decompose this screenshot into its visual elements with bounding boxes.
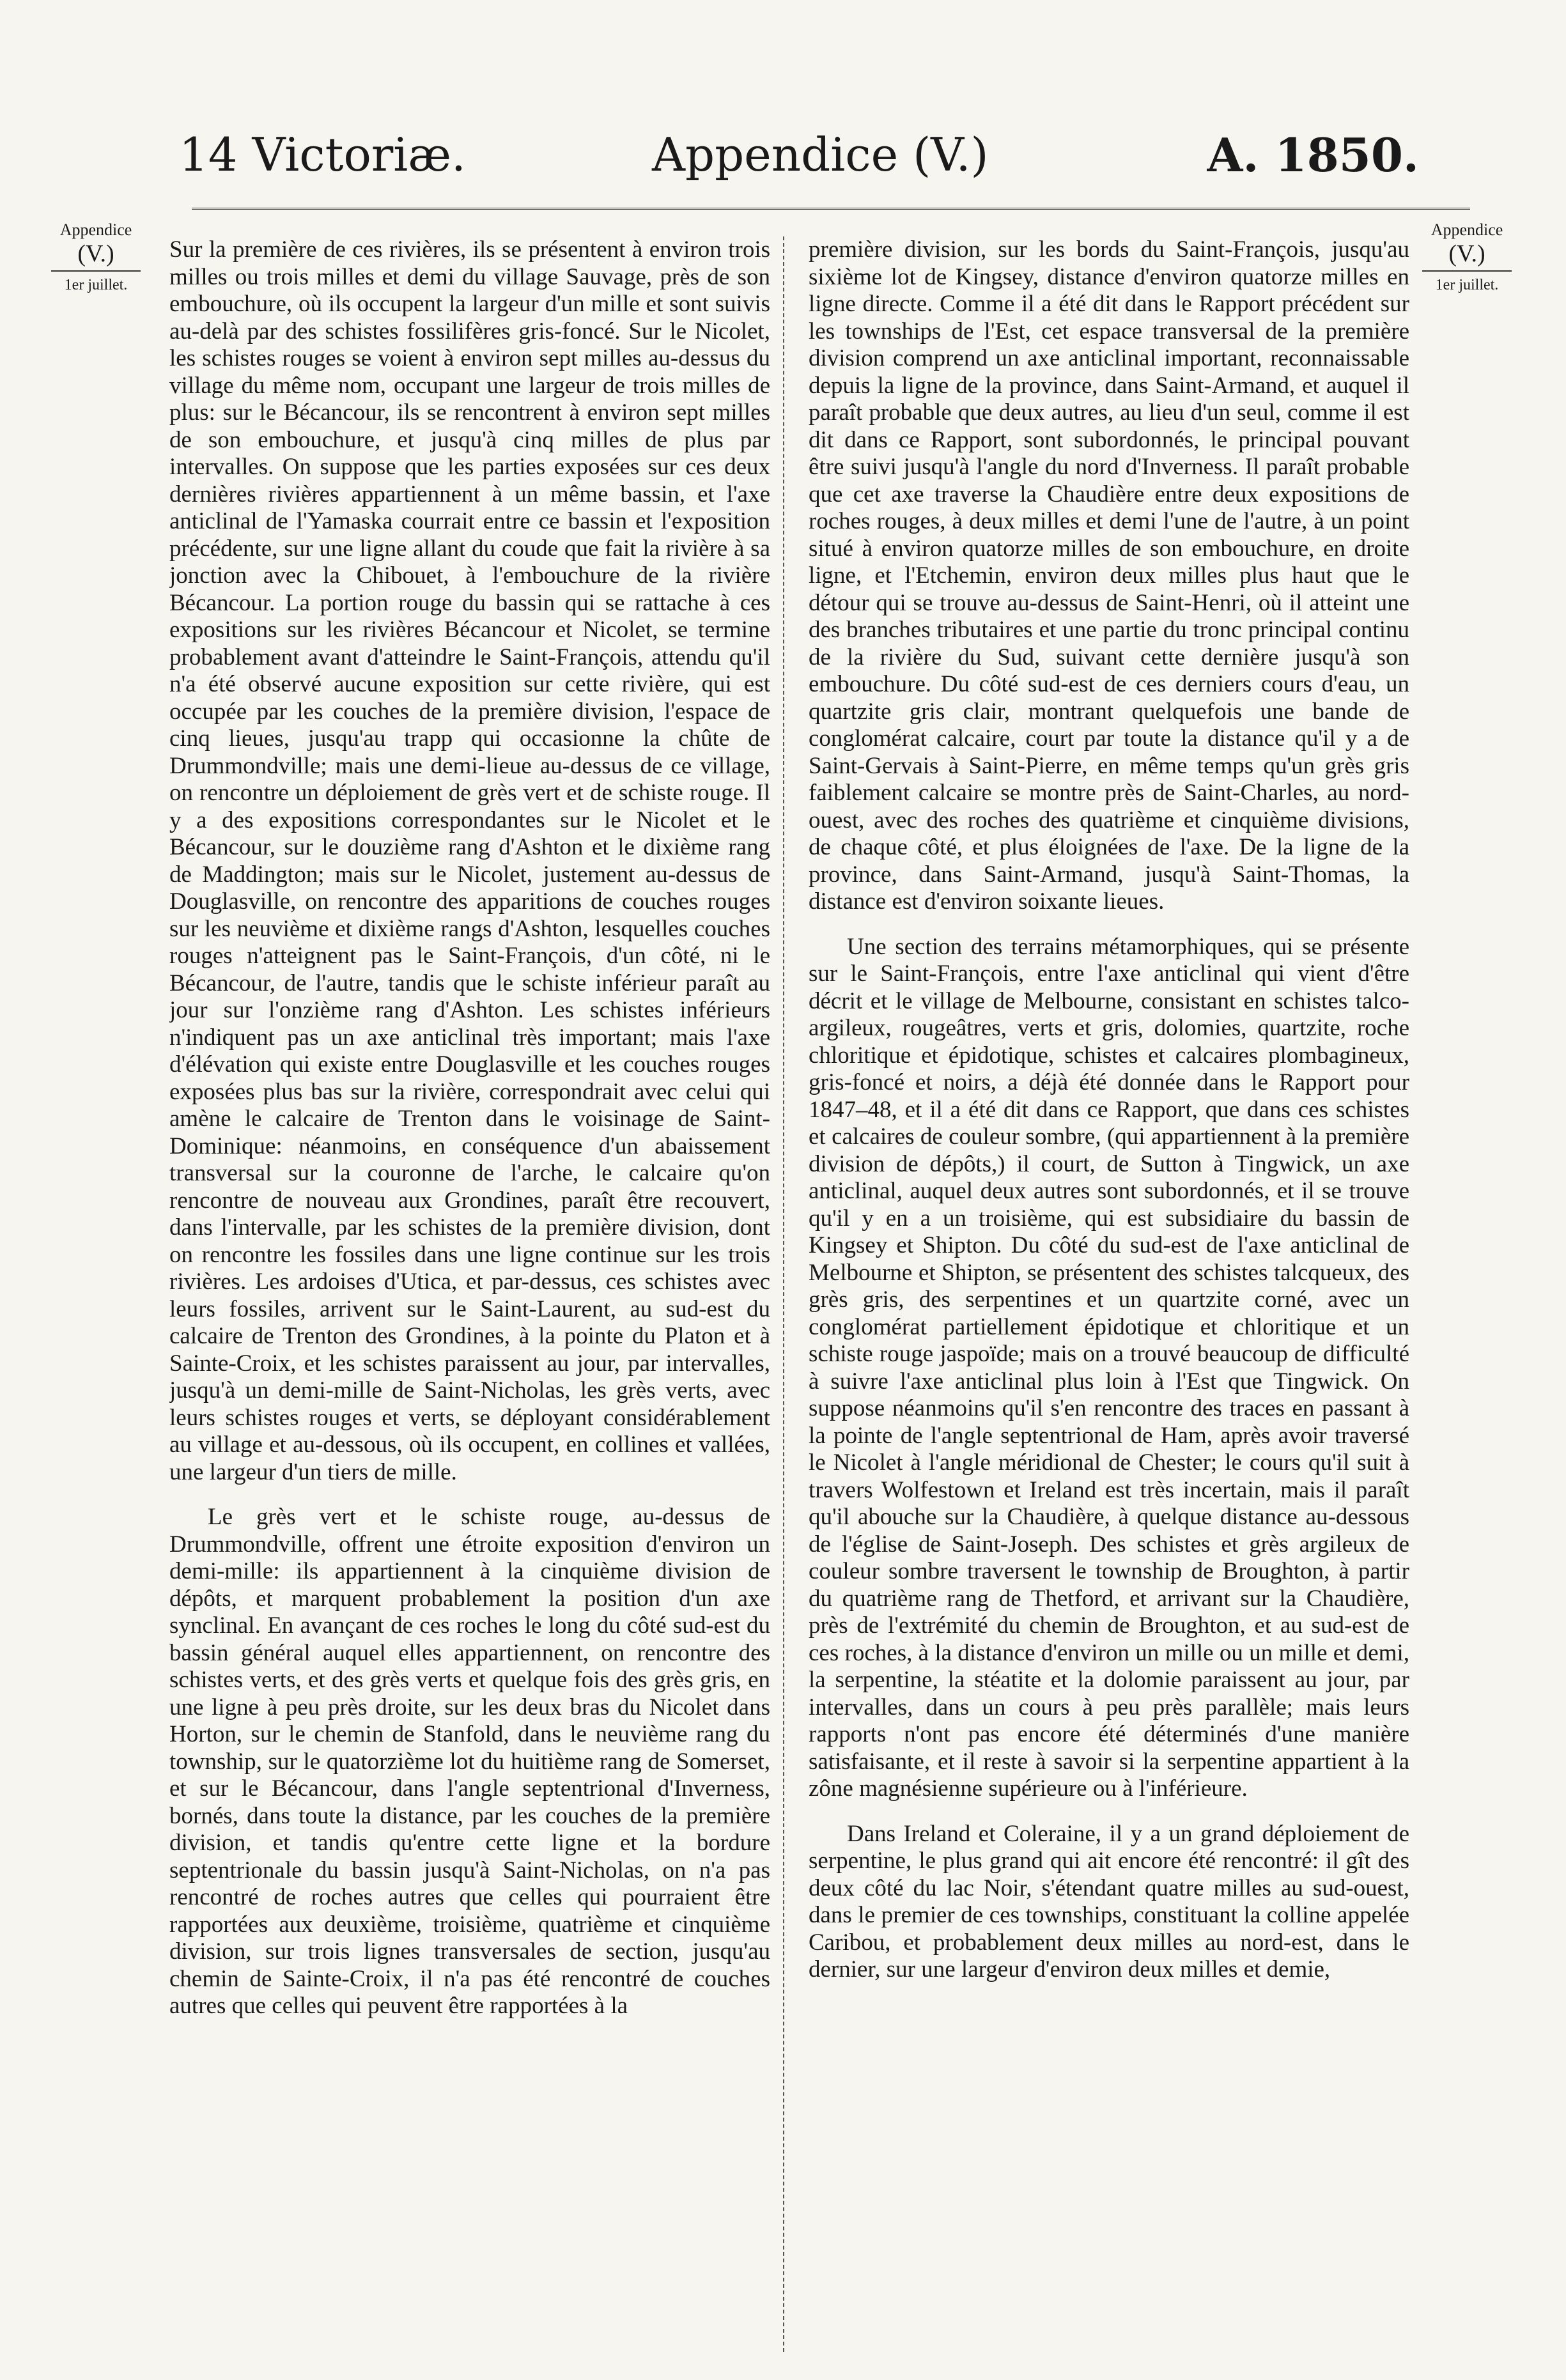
column-divider bbox=[783, 236, 784, 2352]
margin-note-right-date: 1er juillet. bbox=[1422, 270, 1512, 295]
margin-note-left-v: (V.) bbox=[77, 240, 114, 267]
right-column bbox=[809, 236, 1409, 2352]
page-header bbox=[179, 128, 1419, 198]
margin-note-right bbox=[1422, 220, 1512, 295]
left-paragraph-1: Sur la première de ces rivières, ils se présentent à environ trois milles ou trois milles et demi du village Sauvage, près de son embouchure, où ils occupent la largeur d'un mille et sont suivis au-delà par des schistes fossilifères gris-foncé. Sur le Nicolet, les schistes rouges se voient à environ sept milles au-dessus du village du même nom, occupant une largeur de trois milles de plus: sur le Bécancour, ils se rencontrent à environ sept milles de son embouchure, et jusqu'à cinq milles de plus par intervalles. On suppose que les parties exposées sur ces deux dernières rivières appartiennent à un même bassin, et l'axe anticlinal de l'Yamaska courrait entre ce bassin et l'exposition précédente, sur une ligne allant du coude que fait la rivière à sa jonction avec la Chibouet, à l'embouchure de la rivière Bécancour. La portion rouge du bassin qui se rattache à ces expositions sur les rivières Bécancour et Nicolet, se termine probablement avant d'atteindre le Saint-François, attendu qu'il n'a été observé aucune exposition sur cette rivière, qui est occupée par les couches de la première division, l'espace de cinq lieues, jusqu'au trapp qui occasionne la chûte de Drummondville; mais une demi-lieue au-dessus de ce village, on rencontre un déploiement de grès vert et de schiste rouge. Il y a des expositions correspondantes sur le Nicolet et le Bécancour, sur le douzième rang d'Ashton et le dixième rang de Maddington; mais sur le Nicolet, justement au-dessus de Douglasville, on rencontre des apparitions de couches rouges sur les neuvième et dixième rangs d'Ashton, lesquelles couches rouges n'atteignent pas le Saint-François, d'un côté, ni le Bécancour, de l'autre, tandis que le schiste inférieur paraît au jour sur l'onzième rang d'Ashton. Les schistes inférieurs n'indiquent pas un axe anticlinal très important; mais l'axe d'élévation qui existe entre Douglasville et les couches rouges exposées plus bas sur la rivière, correspondrait avec celui qui amène le calcaire de Trenton dans le voisinage de Saint-Dominique: néanmoins, en conséquence d'un abaissement transversal sur la couronne de l'arche, le calcaire qu'on rencontre de nouveau aux Grondines, paraît être recouvert, dans l'intervalle, par les schistes de la première division, dont on rencontre les fossiles dans une ligne continue sur les trois rivières. Les ardoises d'Utica, et par-dessus, ces schistes avec leurs fossiles, arrivent sur le Saint-Laurent, au sud-est du calcaire de Trenton des Grondines, à la pointe du Platon et à Sainte-Croix, et les schistes paraissent au jour, par intervalles, jusqu'à un demi-mille de Saint-Nicholas, les grès verts, avec leurs schistes rouges et verts, se déployant considérablement au village et au-dessous, où ils occupent, en collines et vallées, une largeur d'un tiers de mille. bbox=[169, 236, 770, 1485]
right-paragraph-3: Dans Ireland et Coleraine, il y a un grand déploiement de serpentine, le plus grand qui ait encore été rencontré: il gît des deux côté du lac Noir, s'étendant quatre milles au sud-ouest, dans le premier de ces townships, constituant la colline appelée Caribou, et probablement deux milles au nord-est, dans le dernier, sur une largeur d'environ deux milles et demie, bbox=[809, 1820, 1409, 1982]
header-rule bbox=[192, 208, 1470, 210]
margin-note-right-title: Appendice bbox=[1430, 220, 1503, 239]
margin-note-left-date: 1er juillet. bbox=[51, 270, 141, 295]
margin-note-left bbox=[51, 220, 141, 295]
margin-note-right-v: (V.) bbox=[1448, 240, 1485, 267]
left-column bbox=[169, 236, 770, 2352]
header-left: 14 Victoriæ. bbox=[179, 128, 466, 182]
right-paragraph-1: première division, sur les bords du Saint-François, jusqu'au sixième lot de Kingsey, distance d'environ quatorze milles en ligne directe. Comme il a été dit dans le Rapport précédent sur les townships de l'Est, cet espace transversal de la première division comprend un axe anticlinal important, reconnaissable depuis la ligne de la province, dans Saint-Armand, et auquel il paraît probable que deux autres, au lieu d'un seul, comme il est dit dans ce Rapport, sont subordonnés, le principal pouvant être suivi jusqu'à l'angle du nord d'Inverness. Il paraît probable que cet axe traverse la Chaudière entre deux expositions de roches rouges, à deux milles et demi l'une de l'autre, à un point situé à environ quatorze milles de son embouchure, en droite ligne, et l'Etchemin, environ deux milles plus haut que le détour qui se trouve au-dessus de Saint-Henri, où il atteint une des branches tributaires et une partie du tronc principal continu de la rivière du Sud, suivant cette dernière jusqu'à son embouchure. Du côté sud-est de ces derniers cours d'eau, un quartzite gris clair, montrant quelquefois une bande de conglomérat calcaire, court par toute la distance qu'il y a de Saint-Gervais à Saint-Pierre, en même temps qu'un grès gris faiblement calcaire se montre près de Saint-Charles, au nord-ouest, avec des roches des quatrième et cinquième divisions, de chaque côté, et plus éloignées de l'axe. De la ligne de la province, dans Saint-Armand, jusqu'à Saint-Thomas, la distance est d'environ soixante lieues. bbox=[809, 236, 1409, 915]
margin-note-left-title: Appendice bbox=[59, 220, 132, 239]
left-paragraph-2: Le grès vert et le schiste rouge, au-dessus de Drummondville, offrent une étroite exposition d'environ un demi-mille: ils appartiennent à la cinquième division de dépôts, et marquent probablement la position d'un axe synclinal. En avançant de ces roches le long du côté sud-est du bassin général auquel elles appartiennent, on rencontre des schistes verts, et des grès verts et quelque fois des grès gris, en une ligne à peu près droite, sur les deux bras du Nicolet dans Horton, sur le chemin de Stanfold, dans le neuvième rang du township, sur le quatorzième lot du huitième rang de Somerset, et sur le Bécancour, dans l'angle septentrional d'Inverness, bornés, dans toute la distance, par les couches de la première division, et tandis qu'entre cette ligne et la bordure septentrionale du bassin jusqu'à Saint-Nicholas, on n'a pas rencontré de roches autres que celles qui pourraient être rapportées aux deuxième, troisième, quatrième et cinquième division, sur trois lignes transversales de section, jusqu'au chemin de Sainte-Croix, il n'a pas été rencontré de couches autres que celles qui peuvent être rapportées à la bbox=[169, 1504, 770, 2019]
header-right: A. 1850. bbox=[1207, 128, 1419, 182]
header-center: Appendice (V.) bbox=[652, 128, 989, 182]
right-paragraph-2: Une section des terrains métamorphiques, qui se présente sur le Saint-François, entre l'axe anticlinal qui vient d'être décrit et le village de Melbourne, consistant en schistes talco-argileux, rougeâtres, verts et gris, dolomies, quartzite, roche chloritique et épidotique, schistes et calcaires plombagineux, gris-foncé et noirs, a déjà été donnée dans le Rapport pour 1847–48, et il a été dit dans ce Rapport, que dans ces schistes et calcaires de couleur sombre, (qui appartiennent à la première division de dépôts,) il court, de Sutton à Tingwick, un axe anticlinal, auquel deux autres sont subordonnés, et il se trouve qu'il y en a un troisième, qui est subsidiaire du bassin de Kingsey et Shipton. Du côté du sud-est de l'axe anticlinal de Melbourne et Shipton, se présentent des schistes talcqueux, des grès gris, des serpentines et un quartzite corné, avec un conglomérat partiellement épidotique et chloritique et un schiste rouge jaspoïde; mais on a trouvé beaucoup de difficulté à suivre l'axe anticlinal plus loin à l'Est que Tingwick. On suppose néanmoins qu'il s'en rencontre des traces en passant à la pointe de l'angle septentrional de Ham, après avoir traversé le Nicolet à l'angle méridional de Chester; le cours qu'il suit à travers Wolfestown et Ireland est très incertain, mais il paraît qu'il abouche sur la Chaudière, à quelque distance au-dessous de l'église de Saint-Joseph. Des schistes et grès argileux de couleur sombre traversent le township de Broughton, à partir du quatrième rang de Thetford, et arrivant sur la Chaudière, près de l'extrémité du chemin de Broughton, et au sud-est de ces roches, à la distance d'environ un mille ou un mille et demi, la serpentine, la stéatite et la dolomie paraissent au jour, par intervalles, dans un cours à peu près parallèle; mais leurs rapports n'ont pas encore été déterminés d'une manière satisfaisante, et il reste à savoir si la serpentine appartient à la zône magnésienne supérieure ou à l'inférieure. bbox=[809, 933, 1409, 1802]
